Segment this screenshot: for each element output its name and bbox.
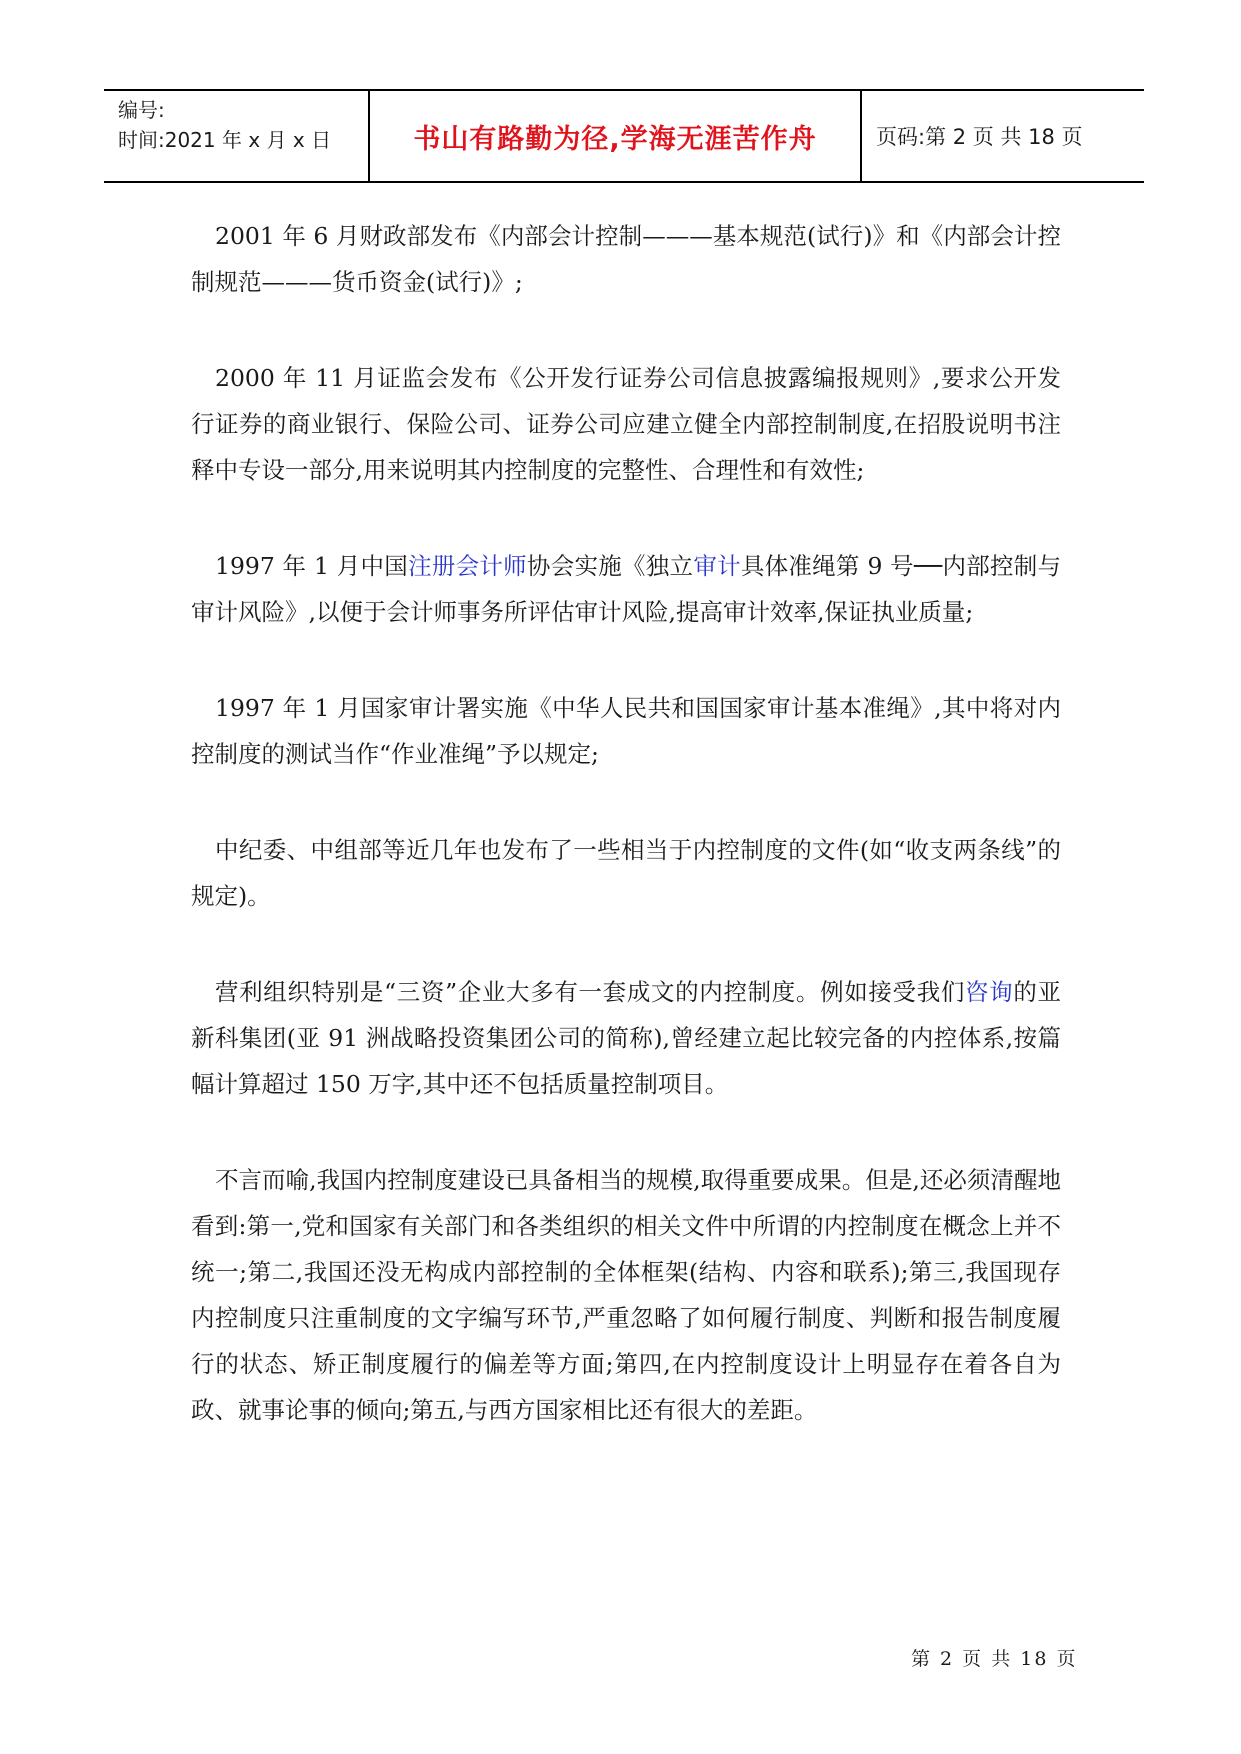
paragraph-6-text-b: 的亚新科集团(亚 91 洲战略投资集团公司的简称),曾经建立起比较完备的内控体系,按篇幅计算超过 150 万字,其中还不包括质量控制项目。 — [191, 978, 1061, 1098]
link-consulting[interactable]: 咨询 — [965, 978, 1014, 1006]
paragraph-6-text-a: 营利组织特别是“三资”企业大多有一套成文的内控制度。例如接受我们 — [215, 978, 966, 1006]
page-footer: 第 2 页 共 18 页 — [911, 1648, 1078, 1670]
link-cpa[interactable]: 注册会计师 — [408, 552, 527, 580]
paragraph-4: 1997 年 1 月国家审计署实施《中华人民共和国国家审计基本准绳》,其中将对内控制度的测试当作“作业准绳”予以规定; — [191, 694, 1061, 768]
document-header — [104, 89, 1144, 183]
paragraph-3-text-a: 1997 年 1 月中国 — [215, 552, 409, 580]
paragraph-1: 2001 年 6 月财政部发布《内部会计控制———基本规范(试行)》和《内部会计控制规范———货币资金(试行)》; — [191, 222, 1061, 296]
time-label: 时间:2021 年 x 月 x 日 — [118, 128, 332, 152]
header-meta — [104, 91, 370, 181]
paragraph-3-text-c: 具体准绳第 9 号──内部控制与审计风险》,以便于会计师事务所评估审计风险,提高审计效率,保证执业质量; — [191, 552, 1062, 626]
paragraph-5: 中纪委、中组部等近几年也发布了一些相当于内控制度的文件(如“收支两条线”的规定)。 — [191, 836, 1061, 910]
header-motto: 书山有路勤为径,学海无涯苦作舟 — [370, 91, 862, 181]
paragraph-2: 2000 年 11 月证监会发布《公开发行证券公司信息披露编报规则》,要求公开发行证券的商业银行、保险公司、证券公司应建立健全内部控制制度,在招股说明书注释中专设一部分,用来说明其内控制度的完整性、合理性和有效性; — [191, 364, 1061, 484]
paragraph-3 — [191, 543, 1061, 635]
paragraph-6 — [191, 969, 1061, 1107]
paragraph-3-text-b: 协会实施《独立 — [526, 552, 694, 580]
link-audit[interactable]: 审计 — [693, 552, 741, 580]
number-label: 编号: — [118, 98, 165, 122]
header-page-info: 页码:第 2 页 共 18 页 — [876, 125, 1083, 149]
paragraph-7: 不言而喻,我国内控制度建设已具备相当的规模,取得重要成果。但是,还必须清醒地看到:第一,党和国家有关部门和各类组织的相关文件中所谓的内控制度在概念上并不统一;第二,我国还没无构成内部控制的全体框架(结构、内容和联系);第三,我国现存内控制度只注重制度的文字编写环节,严重忽略了如何履行制度、判断和报告制度履行的状态、矫正制度履行的偏差等方面;第四,在内控制度设计上明显存在着各自为政、就事论事的倾向;第五,与西方国家相比还有很大的差距。 — [191, 1166, 1061, 1424]
document-body — [191, 213, 1061, 1483]
